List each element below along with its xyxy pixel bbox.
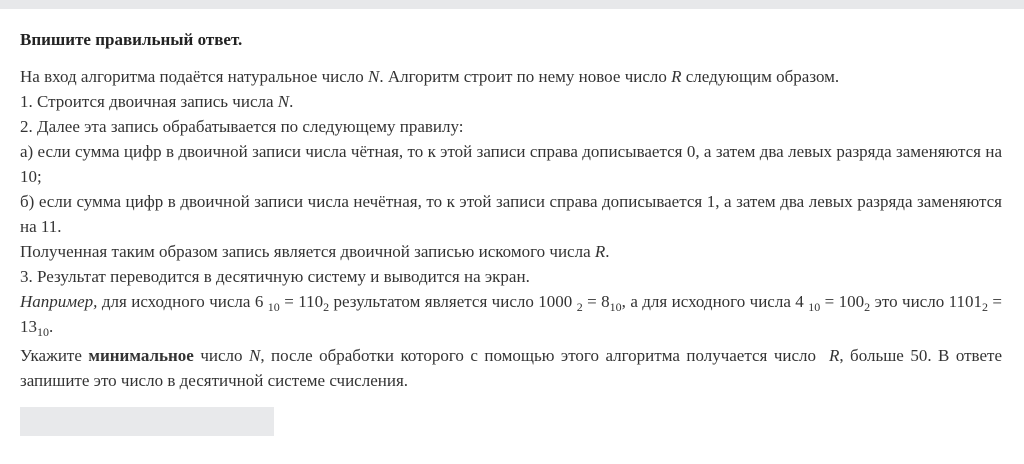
subscript: 10 (267, 300, 280, 314)
step-1: 1. Строится двоичная запись числа N. (20, 92, 294, 111)
subscript: 2 (864, 300, 871, 314)
example-text: для исходного числа 6 (101, 292, 264, 311)
example-text: это число 1101 (874, 292, 982, 311)
intro-text-mid: . Алгоритм строит по нему новое число (379, 67, 667, 86)
example-text: = 13 (20, 292, 1002, 336)
variable-r: R (594, 242, 606, 261)
variable-r: R (671, 67, 682, 86)
answer-input[interactable] (20, 407, 274, 436)
variable-n: N (368, 67, 380, 86)
subscript: 10 (609, 300, 622, 314)
task-heading: Впишите правильный ответ. (20, 30, 243, 49)
question-text: Укажите (20, 346, 82, 365)
step-1-text: 1. Строится двоичная запись числа (20, 92, 274, 111)
rule-a: а) если сумма цифр в двоичной записи числа чётная, то к этой записи справа дописывается 0, а затем два левых разряда заменяются на 10; (20, 142, 1002, 186)
example-label: Например, (20, 292, 98, 311)
question-text: число (200, 346, 243, 365)
example-text: результатом является число 1000 (333, 292, 573, 311)
question-text: , после обработки которого с помощью этого алгоритма получается число (260, 346, 816, 365)
task-text (20, 64, 1002, 393)
example-text: . (49, 317, 54, 336)
variable-n: N (277, 92, 290, 111)
question-text: , больше 50. В ответе запишите это число в десятичной системе счисления. (20, 346, 1002, 390)
example-paragraph (20, 289, 1002, 339)
variable-r: R (828, 346, 840, 365)
intro-text: На вход алгоритма подаётся натуральное число (20, 67, 364, 86)
subscript: 10 (808, 300, 821, 314)
example-text: = 100 (824, 292, 865, 311)
subscript: 10 (37, 325, 49, 339)
question-paragraph (20, 343, 1002, 393)
subscript: 2 (323, 300, 330, 314)
step-3: 3. Результат переводится в десятичную систему и выводится на экран. (20, 267, 530, 286)
question-emphasis: минимальное (88, 346, 194, 365)
step-2: 2. Далее эта запись обрабатывается по следующему правилу: (20, 117, 464, 136)
subscript: 2 (576, 300, 583, 314)
example-text: = 110 (284, 292, 324, 311)
result-line: Полученная таким образом запись является двоичной записью искомого числа R. (20, 242, 610, 261)
result-line-text: Полученная таким образом запись является двоичной записью искомого числа (20, 242, 591, 261)
variable-n: N (248, 346, 261, 365)
subscript: 2 (981, 300, 988, 314)
example-text: = 8 (587, 292, 610, 311)
intro-paragraph (20, 64, 1002, 89)
top-bar (0, 0, 1024, 9)
intro-text-end: следующим образом. (685, 67, 840, 86)
example-text: , а для исходного числа 4 (621, 292, 804, 311)
rule-b: б) если сумма цифр в двоичной записи числа нечётная, то к этой записи справа дописывается 1, а затем два левых разряда заменяются на 11. (20, 192, 1002, 236)
